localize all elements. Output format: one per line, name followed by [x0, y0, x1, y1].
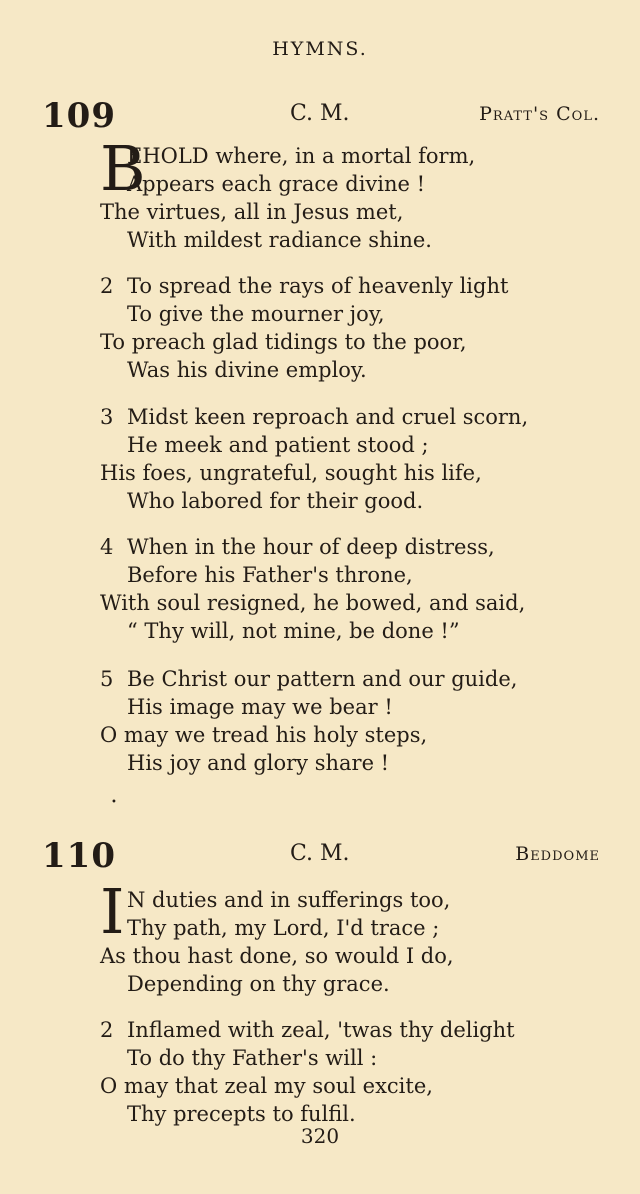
verse-line: Before his Father's throne, — [127, 563, 413, 587]
verse-line: To do thy Father's will : — [127, 1046, 378, 1070]
stanza-number: 5 — [100, 667, 114, 691]
page-number: 320 — [300, 1124, 340, 1148]
stanza-number: 3 — [100, 405, 114, 429]
hymn-meter: C. M. — [290, 841, 350, 866]
verse-line: Thy precepts to fulfil. — [127, 1102, 356, 1126]
stanza-number: 4 — [100, 535, 114, 559]
verse-line: When in the hour of deep distress, — [127, 535, 495, 559]
verse-line: “ Thy will, not mine, be done !” — [127, 619, 460, 643]
verse-line: N duties and in sufferings too, — [127, 888, 451, 912]
verse-line: With mildest radiance shine. — [127, 228, 432, 252]
verse-line: With soul resigned, he bowed, and said, — [100, 591, 526, 615]
verse-line: He meek and patient stood ; — [127, 433, 429, 457]
verse-line: Who labored for their good. — [127, 489, 424, 513]
drop-cap: I — [100, 875, 125, 948]
verse-line: Thy path, my Lord, I'd trace ; — [127, 916, 440, 940]
hymn-number: 109 — [42, 96, 116, 136]
stanza — [100, 1016, 600, 1128]
stanza-number: 2 — [100, 1018, 114, 1042]
verse-line: To give the mourner joy, — [127, 302, 385, 326]
stanza — [100, 665, 600, 777]
verse-line: His image may we bear ! — [127, 695, 393, 719]
ornament-dot: • — [111, 797, 117, 808]
verse-line: Depending on thy grace. — [127, 972, 390, 996]
drop-cap: B — [100, 132, 146, 205]
stanza-number: 2 — [100, 274, 114, 298]
verse-line: His foes, ungrateful, sought his life, — [100, 461, 482, 485]
verse-line: To preach glad tidings to the poor, — [100, 330, 467, 354]
hymn-number: 110 — [42, 836, 116, 876]
stanza — [100, 272, 600, 384]
hymn-source: Pratt's Col. — [479, 103, 600, 125]
stanza — [100, 533, 600, 645]
verse-line: Midst keen reproach and cruel scorn, — [127, 405, 529, 429]
verse-line: Was his divine employ. — [127, 358, 367, 382]
hymn-109-heading — [0, 96, 640, 136]
stanza — [100, 886, 600, 998]
verse-line: His joy and glory share ! — [127, 751, 390, 775]
verse-line: O may that zeal my soul excite, — [100, 1074, 433, 1098]
verse-line: EHOLD where, in a mortal form, — [127, 144, 476, 168]
hymn-source: Beddome — [515, 843, 600, 865]
stanza — [100, 132, 600, 254]
stanza — [100, 403, 600, 515]
verse-line: As thou hast done, so would I do, — [100, 944, 454, 968]
hymn-110-heading — [0, 836, 640, 876]
page-header: HYMNS. — [272, 38, 368, 60]
verse-line: To spread the rays of heavenly light — [127, 274, 509, 298]
verse-line: Appears each grace divine ! — [127, 172, 426, 196]
verse-line: O may we tread his holy steps, — [100, 723, 428, 747]
verse-line: Be Christ our pattern and our guide, — [127, 667, 518, 691]
verse-line: Inflamed with zeal, 'twas thy delight — [127, 1018, 515, 1042]
verse-line: The virtues, all in Jesus met, — [100, 200, 404, 224]
hymn-meter: C. M. — [290, 101, 350, 126]
